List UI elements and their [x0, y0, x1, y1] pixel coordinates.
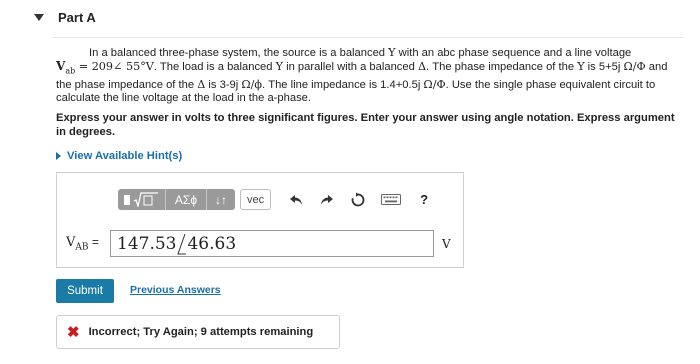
feedback-text: Incorrect; Try Again; 9 attempts remaining [88, 326, 314, 338]
ohm-per-phase-unit: Ω/ϕ [241, 77, 263, 91]
sort-arrows-icon: ↓↑ [215, 192, 227, 207]
header-divider [52, 37, 684, 38]
line-voltage-angle: 55°V [122, 60, 154, 74]
keyboard-icon [381, 194, 401, 205]
problem-text: In a balanced three-phase system, the source is a balanced [89, 47, 389, 59]
greek-label: ΑΣϕ [174, 192, 198, 207]
unit-label: V [442, 237, 451, 251]
view-hints-link[interactable] [56, 150, 182, 162]
sqrt-fraction-icon [133, 192, 159, 207]
template-button[interactable] [118, 189, 166, 210]
math-symbol-y: Y [388, 46, 396, 59]
part-a-header[interactable] [34, 10, 96, 25]
redo-button[interactable] [316, 189, 338, 210]
vector-button[interactable] [240, 189, 271, 210]
help-icon: ? [420, 192, 429, 207]
problem-statement [56, 46, 684, 105]
greek-symbols-button[interactable] [166, 189, 207, 210]
ohm-per-phase-unit: Ω/Φ [623, 60, 646, 74]
reset-icon [350, 192, 366, 208]
problem-text: is 3-9j [205, 78, 242, 91]
part-title: Part A [58, 10, 96, 25]
feedback-message [56, 315, 340, 349]
math-symbol-y: Y [275, 60, 283, 74]
magnitude-value: 147.53 [117, 233, 177, 254]
template-icon [124, 195, 130, 205]
line-voltage-symbol: $V_{ab}$ [56, 59, 76, 76]
problem-text: the phase impedance of the [56, 78, 198, 91]
answer-variable-label: $V_{AB}$ = [66, 235, 99, 253]
math-symbol-delta: Δ [197, 77, 206, 91]
problem-text: calculate the line voltage at the load in the a-phase. [56, 92, 312, 104]
collapse-caret-icon[interactable] [34, 14, 44, 21]
angle-symbol: ∠ [113, 60, 123, 74]
sort-button[interactable] [207, 189, 235, 210]
keyboard-button[interactable] [380, 189, 402, 210]
angle-value: 46.63 [187, 233, 237, 254]
vec-label: vec [247, 193, 265, 206]
problem-text: . The line impedance is 1.4+0.5j [262, 78, 424, 91]
angle-separator-icon [177, 233, 186, 255]
answer-input[interactable] [110, 230, 434, 257]
line-voltage-value: = 209 [75, 60, 114, 74]
problem-text: with an abc phase sequence and a line voltage [395, 47, 632, 59]
problem-text: and [645, 61, 668, 74]
ohm-per-phase-unit: Ω/Φ [423, 77, 446, 91]
incorrect-x-icon: ✖ [67, 324, 80, 341]
submit-button[interactable]: Submit [56, 279, 114, 303]
problem-text: . Use the single phase equivalent circuit to [445, 78, 656, 91]
problem-text: in parallel with a balanced [282, 61, 418, 74]
hint-label[interactable]: View Available Hint(s) [67, 150, 183, 162]
reset-button[interactable] [347, 189, 369, 210]
redo-icon [320, 194, 334, 206]
math-symbol-y: Y [577, 60, 585, 74]
undo-icon [289, 194, 303, 206]
answer-instructions: Express your answer in volts to three significant figures. Enter your answer using angle notation. Express argument in degrees. [56, 112, 675, 138]
problem-text: . The load is a balanced [153, 61, 276, 74]
problem-text: is 5+5j [584, 61, 624, 74]
previous-answers-link[interactable]: Previous Answers [130, 284, 221, 296]
undo-button[interactable] [285, 189, 307, 210]
problem-text: . The phase impedance of the [426, 61, 578, 74]
expand-caret-icon [56, 152, 61, 160]
math-toolbar [118, 189, 435, 210]
math-symbol-delta: Δ [417, 60, 427, 74]
help-button[interactable] [413, 189, 435, 210]
